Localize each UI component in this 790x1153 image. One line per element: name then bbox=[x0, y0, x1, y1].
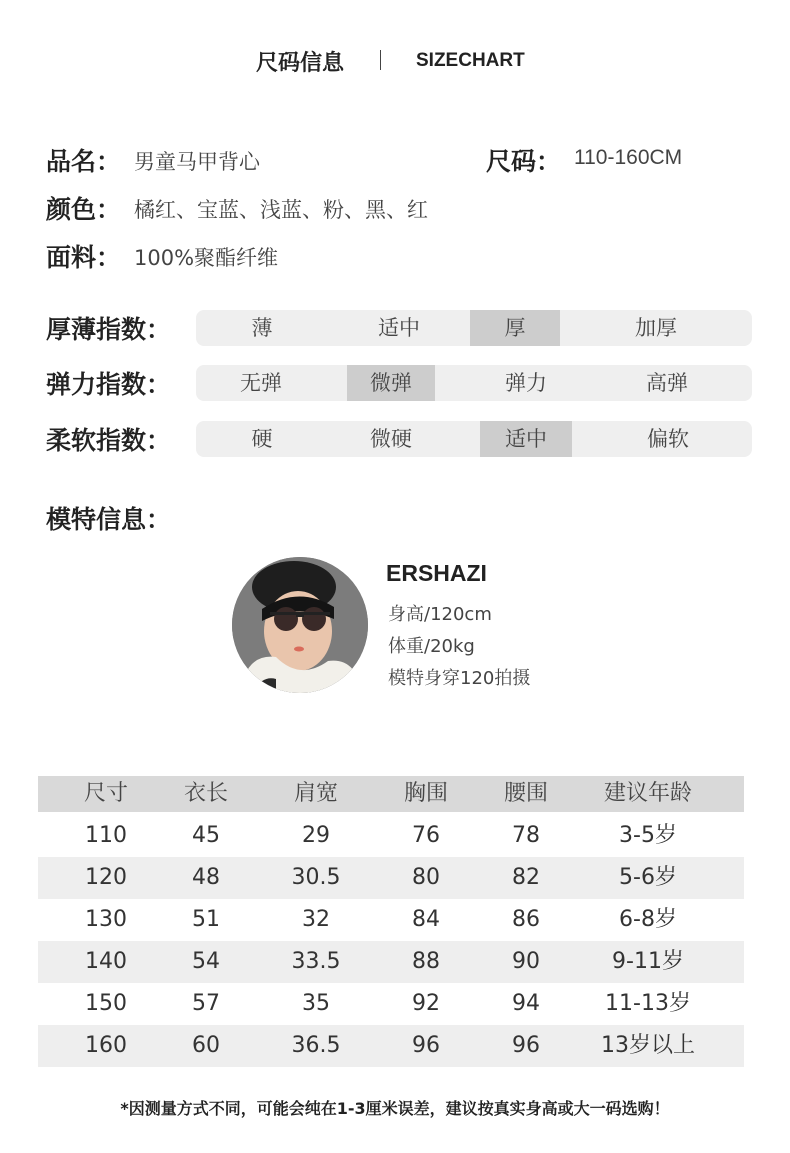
cell-age: 11-13岁 bbox=[605, 991, 691, 1016]
product-color-value: 橘红、宝蓝、浅蓝、粉、黑、红 bbox=[134, 198, 428, 222]
softness-index-row bbox=[46, 421, 752, 457]
cell-length: 51 bbox=[192, 907, 220, 932]
softness-option-soft: 偏软 bbox=[647, 427, 689, 451]
cell-length: 57 bbox=[192, 991, 220, 1016]
model-wearing-size: 模特身穿120拍摄 bbox=[388, 668, 531, 689]
product-name-label: 品名： bbox=[46, 147, 122, 176]
product-name-row bbox=[46, 142, 306, 182]
product-fabric-row bbox=[46, 238, 446, 278]
header-title-en: SIZECHART bbox=[416, 50, 525, 71]
cell-waist: 96 bbox=[512, 1033, 540, 1058]
product-size-row bbox=[486, 142, 746, 182]
cell-length: 45 bbox=[192, 823, 220, 848]
product-color-label: 颜色： bbox=[46, 195, 122, 224]
cell-age: 5-6岁 bbox=[619, 865, 677, 890]
cell-chest: 84 bbox=[412, 907, 440, 932]
cell-size: 130 bbox=[85, 907, 127, 932]
table-row bbox=[38, 857, 744, 899]
cell-size: 140 bbox=[85, 949, 127, 974]
col-header-age: 建议年龄 bbox=[603, 781, 692, 806]
cell-age: 9-11岁 bbox=[612, 949, 684, 974]
header-divider bbox=[380, 50, 381, 70]
cell-shoulder: 33.5 bbox=[291, 949, 341, 974]
softness-option-slightly-hard: 微硬 bbox=[370, 427, 412, 451]
cell-shoulder: 30.5 bbox=[291, 865, 341, 890]
table-row bbox=[38, 899, 744, 941]
thickness-option-medium: 适中 bbox=[378, 316, 420, 340]
elasticity-option-none: 无弹 bbox=[240, 371, 282, 395]
header-title-cn: 尺码信息 bbox=[256, 51, 345, 76]
cell-chest: 76 bbox=[412, 823, 440, 848]
cell-shoulder: 29 bbox=[302, 823, 330, 848]
size-table bbox=[38, 776, 744, 1067]
softness-option-hard: 硬 bbox=[251, 427, 273, 451]
cell-chest: 80 bbox=[412, 865, 440, 890]
cell-age: 3-5岁 bbox=[619, 823, 677, 848]
cell-shoulder: 36.5 bbox=[291, 1033, 341, 1058]
elasticity-index-row bbox=[46, 365, 752, 401]
elasticity-index-bar bbox=[196, 365, 752, 401]
product-color-row bbox=[46, 190, 546, 230]
softness-index-bar bbox=[196, 421, 752, 457]
cell-length: 54 bbox=[192, 949, 220, 974]
thickness-option-thin: 薄 bbox=[251, 316, 273, 340]
cell-waist: 78 bbox=[512, 823, 540, 848]
table-row bbox=[38, 983, 744, 1025]
col-header-chest: 胸围 bbox=[403, 781, 448, 806]
measurement-disclaimer: *因测量方式不同，可能会纯在1-3厘米误差，建议按真实身高或大一码选购！ bbox=[120, 1099, 670, 1118]
elasticity-option-high: 高弹 bbox=[646, 371, 688, 395]
product-size-value: 110-160CM bbox=[574, 146, 683, 169]
cell-shoulder: 35 bbox=[302, 991, 330, 1016]
product-fabric-value: 100%聚酯纤维 bbox=[134, 246, 279, 270]
model-info-label: 模特信息： bbox=[46, 505, 172, 534]
cell-size: 160 bbox=[85, 1033, 127, 1058]
col-header-waist: 腰围 bbox=[503, 781, 548, 806]
softness-option-medium: 适中 bbox=[480, 421, 572, 457]
thickness-index-bar bbox=[196, 310, 752, 346]
cell-size: 120 bbox=[85, 865, 127, 890]
product-size-label: 尺码： bbox=[486, 147, 562, 176]
model-photo-illustration bbox=[232, 557, 368, 693]
thickness-index-label: 厚薄指数： bbox=[46, 315, 172, 344]
cell-chest: 92 bbox=[412, 991, 440, 1016]
thickness-option-extra-thick: 加厚 bbox=[635, 316, 677, 340]
thickness-option-thick: 厚 bbox=[470, 310, 560, 346]
product-name-value: 男童马甲背心 bbox=[134, 150, 260, 174]
cell-age: 6-8岁 bbox=[619, 907, 677, 932]
table-row bbox=[38, 1025, 744, 1067]
model-weight: 体重/20kg bbox=[388, 636, 475, 657]
cell-size: 150 bbox=[85, 991, 127, 1016]
elasticity-option-slight: 微弹 bbox=[347, 365, 435, 401]
table-row bbox=[38, 941, 744, 983]
cell-length: 60 bbox=[192, 1033, 220, 1058]
product-fabric-label: 面料： bbox=[46, 243, 122, 272]
elasticity-option-elastic: 弹力 bbox=[505, 371, 547, 395]
cell-age: 13岁以上 bbox=[601, 1033, 695, 1058]
cell-waist: 90 bbox=[512, 949, 540, 974]
col-header-shoulder: 肩宽 bbox=[293, 781, 338, 806]
cell-length: 48 bbox=[192, 865, 220, 890]
model-height: 身高/120cm bbox=[388, 604, 492, 625]
cell-waist: 94 bbox=[512, 991, 540, 1016]
col-header-length: 衣长 bbox=[183, 781, 228, 806]
cell-shoulder: 32 bbox=[302, 907, 330, 932]
cell-waist: 82 bbox=[512, 865, 540, 890]
model-avatar bbox=[232, 557, 368, 693]
cell-chest: 96 bbox=[412, 1033, 440, 1058]
model-name: ERSHAZI bbox=[386, 560, 487, 586]
cell-waist: 86 bbox=[512, 907, 540, 932]
size-chart-header bbox=[0, 46, 790, 82]
cell-chest: 88 bbox=[412, 949, 440, 974]
cell-size: 110 bbox=[85, 823, 127, 848]
thickness-index-row bbox=[46, 310, 752, 346]
elasticity-index-label: 弹力指数： bbox=[46, 370, 172, 399]
col-header-size: 尺寸 bbox=[83, 781, 128, 806]
table-row bbox=[38, 815, 744, 857]
softness-index-label: 柔软指数： bbox=[46, 426, 172, 455]
size-table-header bbox=[38, 776, 744, 812]
